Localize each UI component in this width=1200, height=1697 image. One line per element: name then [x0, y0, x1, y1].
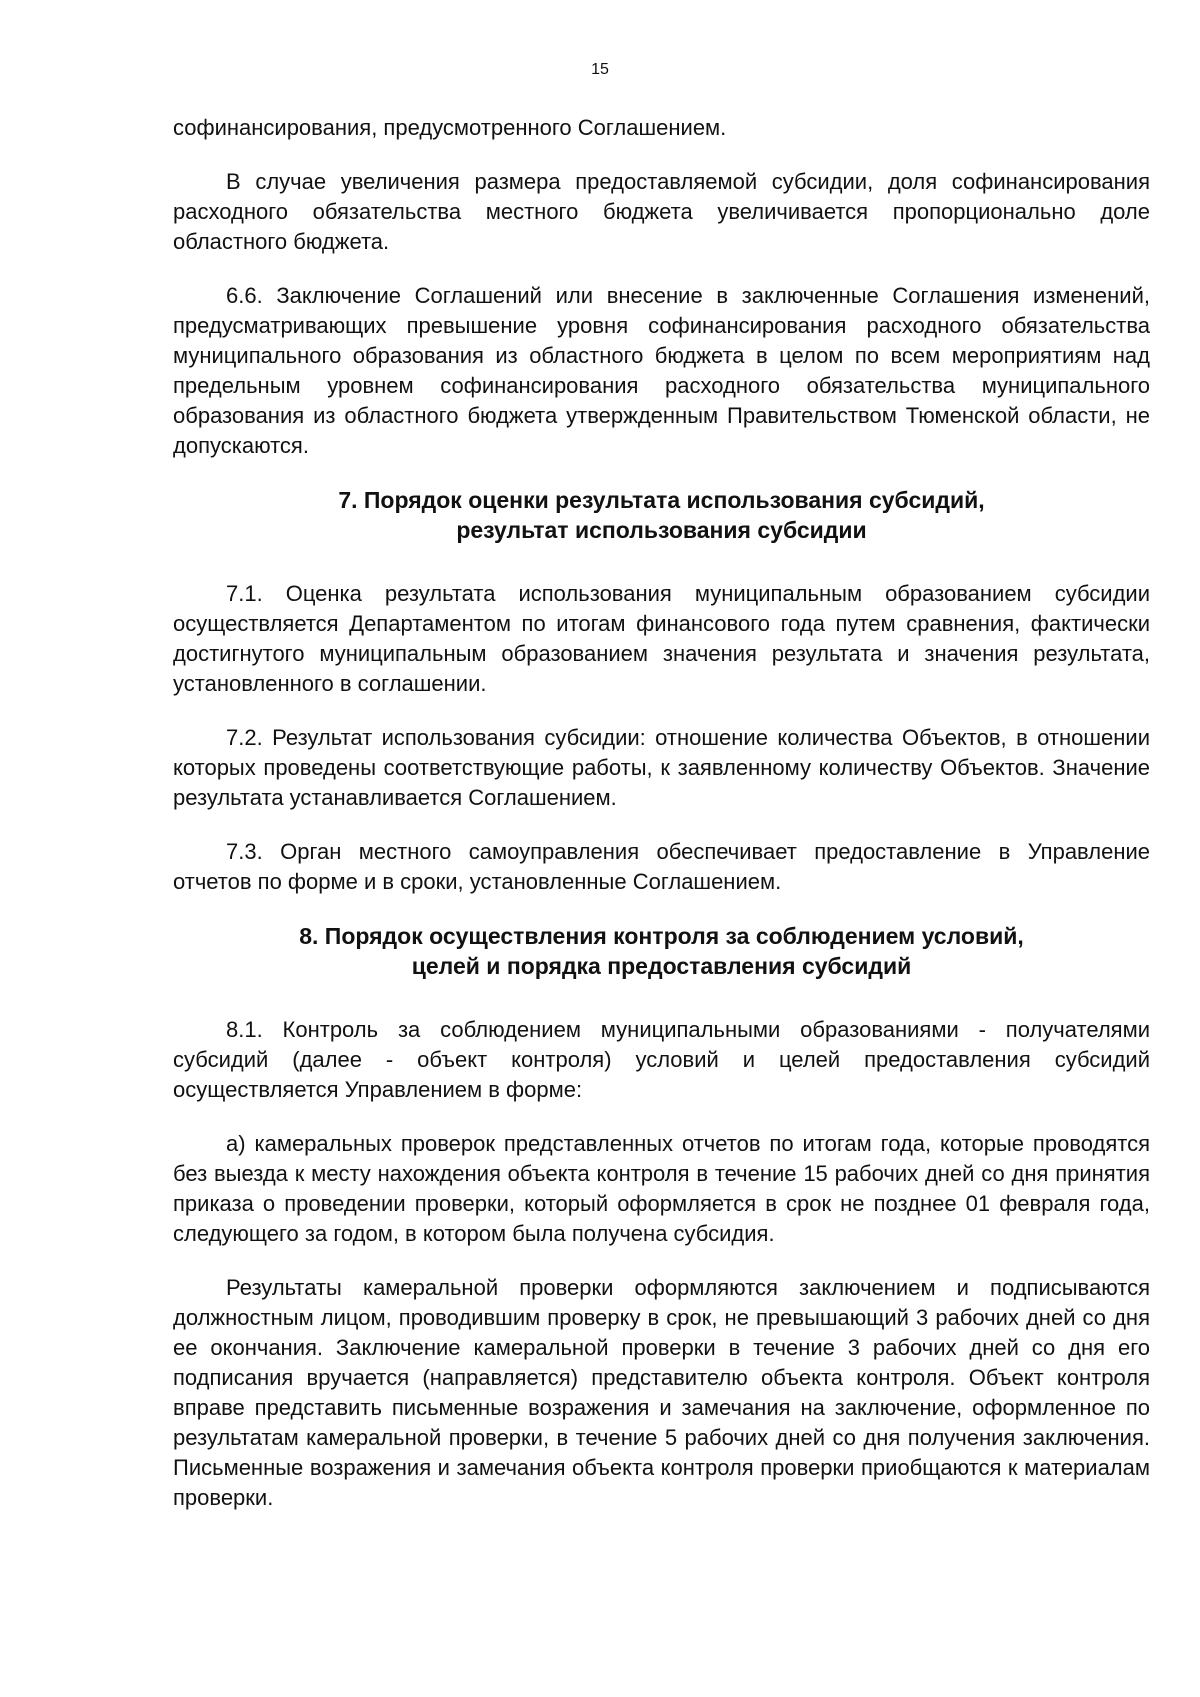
section-7-heading-line-2: результат использования субсидии	[456, 517, 867, 543]
paragraph-7-2: 7.2. Результат использования субсидии: отношение количества Объектов, в отношении которых проведены соответствующие работы, к заявленному количеству Объектов. Значение результата устанавливается Соглашением.	[173, 725, 1150, 810]
paragraph-subsidy-increase: В случае увеличения размера предоставляемой субсидии, доля софинансирования расходного обязательства местного бюджета увеличивается пропорционально доле областного бюджета.	[173, 169, 1150, 254]
section-7-heading-line-1: 7. Порядок оценки результата использования субсидий,	[338, 487, 985, 513]
paragraph-7-1: 7.1. Оценка результата использования муниципальным образованием субсидии осуществляется Департаментом по итогам финансового года путем сравнения, фактически достигнутого муниципальным образованием значения результата и значения результата, установленного в соглашении.	[173, 581, 1150, 696]
page-number: 15	[591, 61, 609, 78]
document-body	[173, 113, 1150, 1513]
section-8-heading-line-2: целей и порядка предоставления субсидий	[411, 953, 912, 979]
paragraph-desk-audit-results: Результаты камеральной проверки оформляются заключением и подписываются должностным лицом, проводившим проверку в срок, не превышающий 3 рабочих дней со дня ее окончания. Заключение камеральной проверки в течение 3 рабочих дней со дня его подписания вручается (направляется) представителю объекта контроля. Объект контроля вправе представить письменные возражения и замечания на заключение, оформленное по результатам камеральной проверки, в течение 5 рабочих дней со дня получения заключения. Письменные возражения и замечания объекта контроля проверки приобщаются к материалам проверки.	[173, 1275, 1150, 1510]
section-8-heading	[173, 921, 1150, 981]
paragraph-7-3: 7.3. Орган местного самоуправления обеспечивает предоставление в Управление отчетов по форме и в сроки, установленные Соглашением.	[173, 839, 1150, 894]
paragraph-6-6: 6.6. Заключение Соглашений или внесение в заключенные Соглашения изменений, предусматривающих превышение уровня софинансирования расходного обязательства муниципального образования из областного бюджета в целом по всем мероприятиям над предельным уровнем софинансирования расходного обязательства муниципального образования из областного бюджета утвержденным Правительством Тюменской области, не допускаются.	[173, 283, 1150, 458]
section-7-heading	[173, 485, 1150, 545]
paragraph-8-1-a: а) камеральных проверок представленных отчетов по итогам года, которые проводятся без выезда к месту нахождения объекта контроля в течение 15 рабочих дней со дня принятия приказа о проведении проверки, который оформляется в срок не позднее 01 февраля года, следующего за годом, в котором была получена субсидия.	[173, 1131, 1150, 1246]
section-8-heading-line-1: 8. Порядок осуществления контроля за соблюдением условий,	[299, 923, 1024, 949]
paragraph-continuation: софинансирования, предусмотренного Соглашением.	[173, 115, 727, 140]
paragraph-8-1: 8.1. Контроль за соблюдением муниципальными образованиями - получателями субсидий (далее - объект контроля) условий и целей предоставления субсидий осуществляется Управлением в форме:	[173, 1017, 1150, 1102]
